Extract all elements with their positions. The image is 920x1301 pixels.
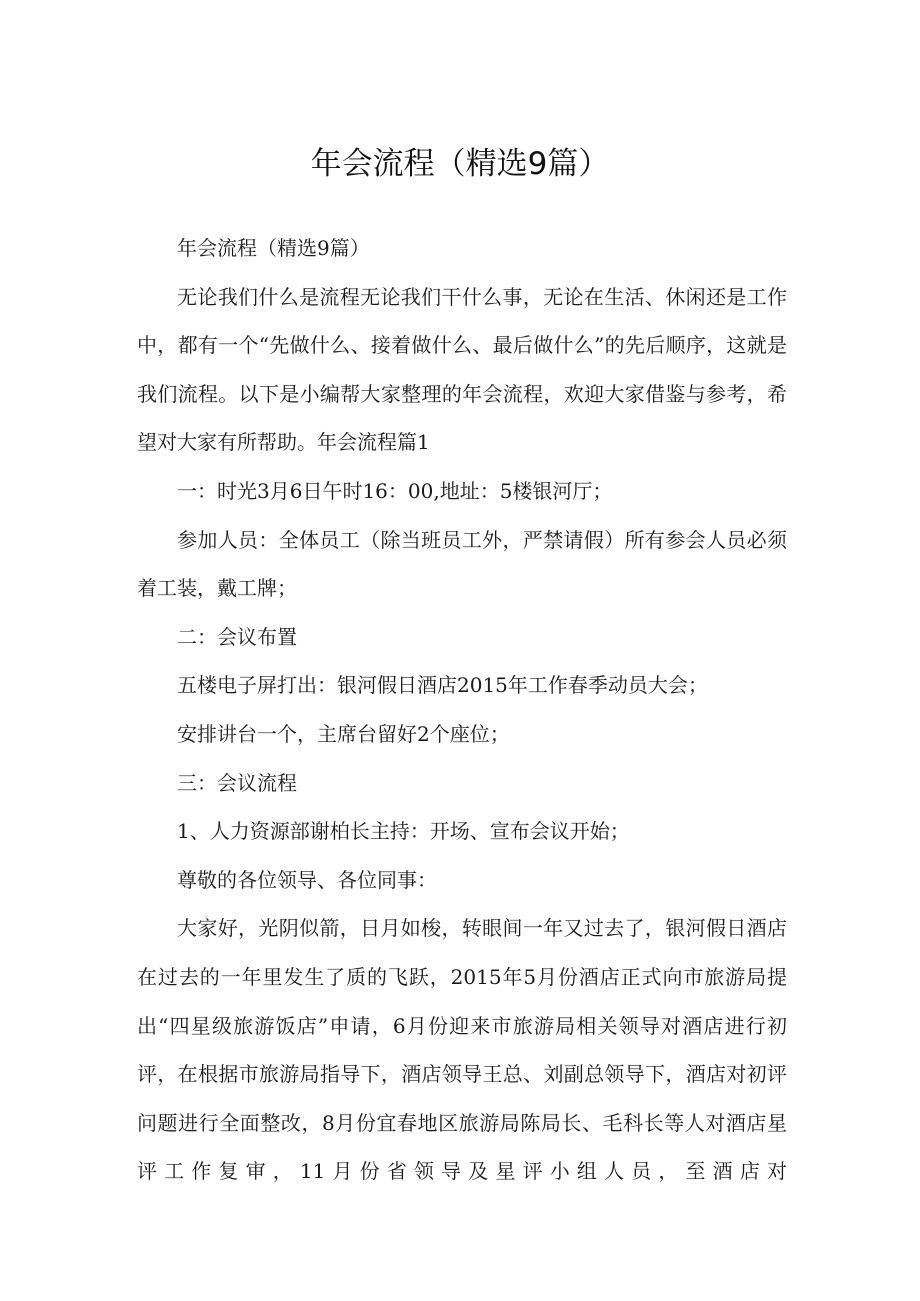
document-body <box>137 224 787 1196</box>
paragraph-host: 1、人力资源部谢柏长主持：开场、宣布会议开始； <box>177 819 630 844</box>
paragraph-time-location: 一：时光3月6日午时16：00,地址：5楼银河厅； <box>177 478 613 503</box>
paragraph-screen-display: 五楼电子屏打出：银河假日酒店2015年工作春季动员大会； <box>177 673 708 698</box>
paragraph-attendees: 参加人员：全体员工（除当班员工外，严禁请假）所有参会人员必须着工装，戴工牌； <box>137 527 787 601</box>
paragraph-greeting: 尊敬的各位领导、各位同事： <box>177 867 437 892</box>
paragraph-section-process: 三：会议流程 <box>177 770 297 795</box>
paragraph-subtitle: 年会流程（精选9篇） <box>177 236 370 260</box>
paragraph-section-layout: 二：会议布置 <box>177 624 297 649</box>
paragraph-podium: 安排讲台一个，主席台留好2个座位； <box>177 721 510 746</box>
document-title: 年会流程（精选9篇） <box>310 146 610 182</box>
paragraph-speech: 大家好，光阴似箭，日月如梭，转眼间一年又过去了，银河假日酒店在过去的一年里发生了质的飞跃，2015年5月份酒店正式向市旅游局提出“四星级旅游饭店”申请，6月份迎来市旅游局相关领导对酒店进行初评，在根据市旅游局指导下，酒店领导王总、刘副总领导下，酒店对初评问题进行全面整改，8月份宜春地区旅游局陈局长、毛科长等人对酒店星评工作复审，11月份省领导及星评小组人员，至酒店对 <box>137 916 787 1184</box>
paragraph-intro: 无论我们什么是流程无论我们干什么事，无论在生活、休闲还是工作中，都有一个“先做什么、接着做什么、最后做什么”的先后顺序，这就是我们流程。以下是小编帮大家整理的年会流程，欢迎大家借鉴与参考，希望对大家有所帮助。年会流程篇1 <box>137 284 787 455</box>
